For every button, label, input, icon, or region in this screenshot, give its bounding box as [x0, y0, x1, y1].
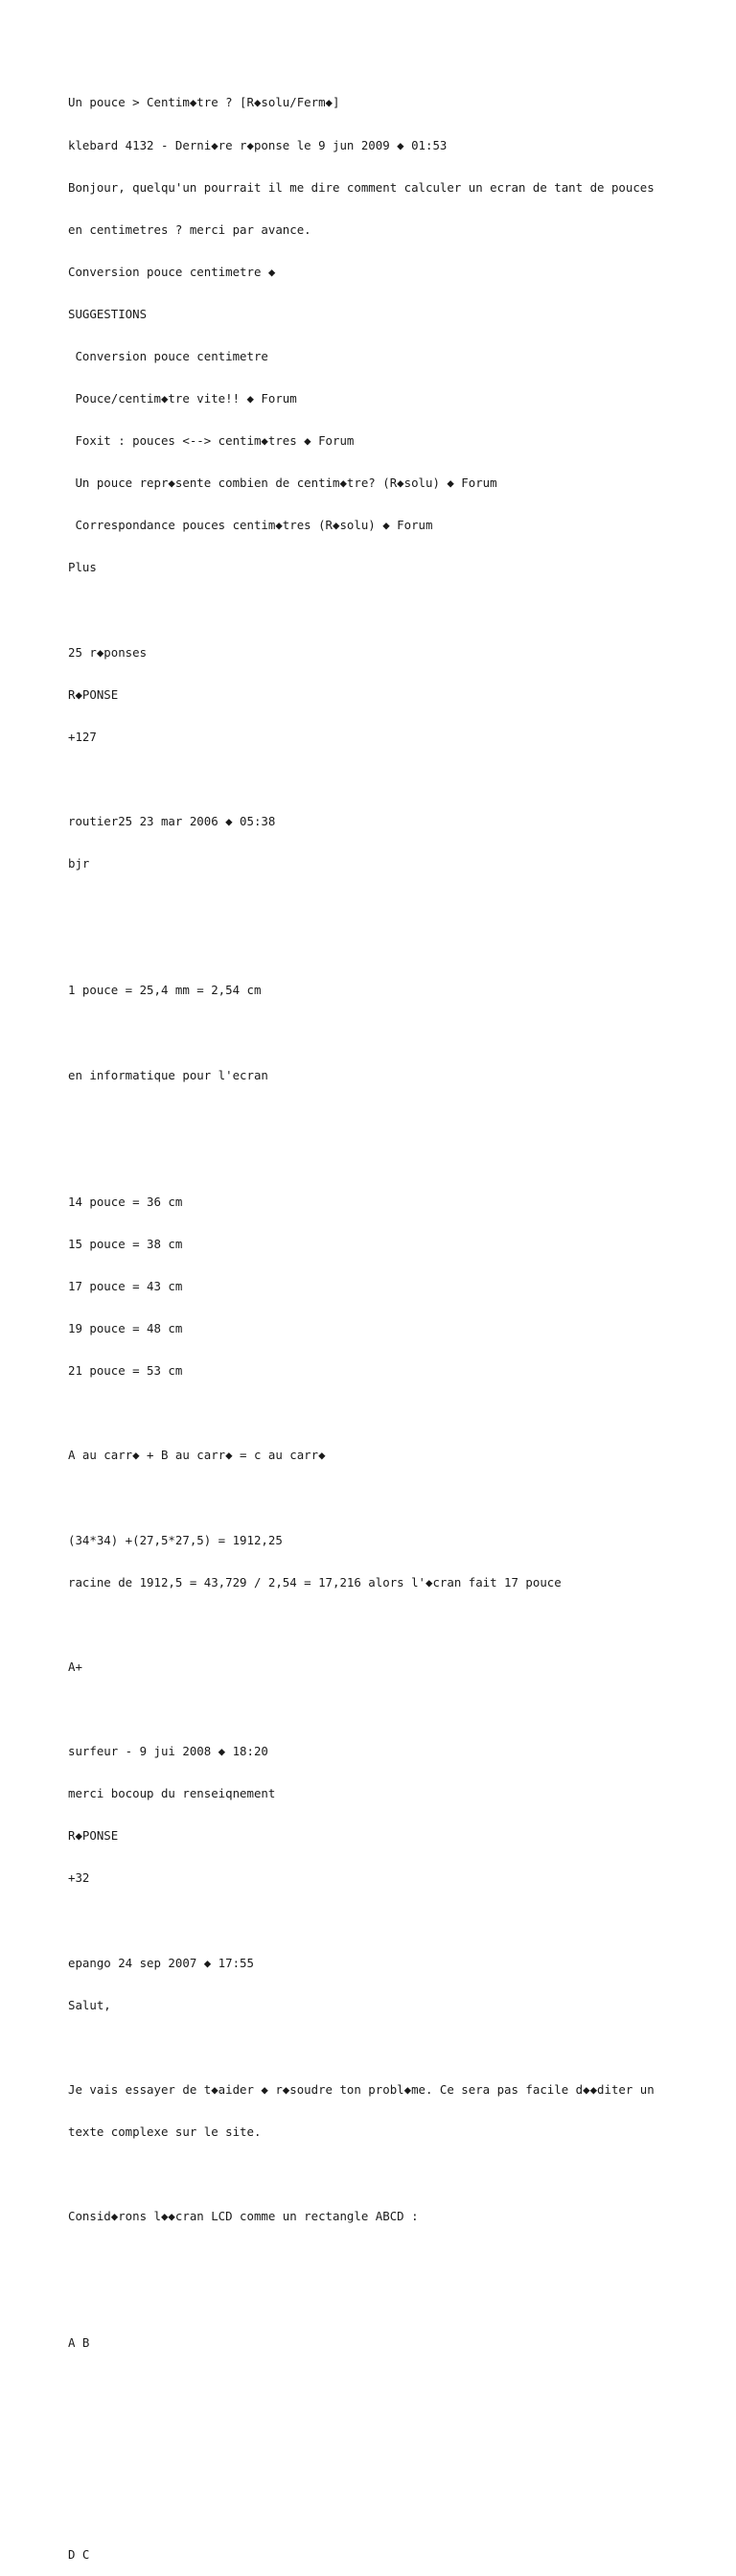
answer-text: Je vais essayer de t◆aider ◆ r◆soudre ton probl◆me. Ce sera pas facile d◆◆diter un: [68, 2081, 655, 2097]
blank-line: [68, 1153, 729, 1168]
suggestions-heading: SUGGESTIONS: [68, 306, 148, 321]
blank-line: [68, 1026, 729, 1040]
answer-text: A au carr◆ + B au carr◆ = c au carr◆: [68, 1448, 326, 1463]
blank-line: [68, 604, 729, 618]
question-text-line-2: en centimetres ? merci par avance.: [68, 221, 311, 237]
conversion-row: 15 pouce = 38 cm: [68, 1236, 183, 1251]
answer-count: 25 r◆ponses: [68, 644, 148, 660]
conversion-row: 17 pouce = 43 cm: [68, 1279, 183, 1294]
conversion-row: 19 pouce = 48 cm: [68, 1321, 183, 1336]
blank-line: [68, 1492, 729, 1506]
related-link[interactable]: Conversion pouce centimetre ◆: [68, 264, 276, 279]
vote-count: +127: [68, 729, 97, 744]
answer-label: R◆PONSE: [68, 1828, 119, 1844]
diagram-text-bottom: D C: [68, 2546, 90, 2562]
document-title: Un pouce > Centim◆tre ? [R◆solu/Ferm◆]: [68, 95, 340, 110]
answer-text: racine de 1912,5 = 43,729 / 2,54 = 17,216 alors l'◆cran fait 17 pouce: [68, 1574, 562, 1590]
blank-line: [68, 2464, 729, 2478]
vote-count: +32: [68, 1870, 90, 1886]
reply-text: merci bocoup du renseiqnement: [68, 1786, 276, 1801]
answer-text: 1 pouce = 25,4 mm = 2,54 cm: [68, 983, 262, 998]
suggestion-item[interactable]: Conversion pouce centimetre: [68, 348, 268, 363]
blank-line: [68, 773, 729, 787]
suggestion-item[interactable]: Un pouce repr◆sente combien de centim◆tre? (R◆solu) ◆ Forum: [68, 476, 497, 491]
blank-line: [68, 1618, 729, 1633]
answer-author-meta: routier25 23 mar 2006 ◆ 05:38: [68, 814, 276, 828]
answer-author-meta: epango 24 sep 2007 ◆ 17:55: [68, 1955, 254, 1970]
answer-text: A+: [68, 1659, 82, 1674]
conversion-row: 14 pouce = 36 cm: [68, 1194, 183, 1209]
blank-line: [68, 2041, 729, 2055]
blank-line: [68, 899, 729, 914]
thread-meta: klebard 4132 - Derni◆re r◆ponse le 9 jun 2009 ◆ 01:53: [68, 137, 448, 152]
suggestion-item[interactable]: Correspondance pouces centim◆tres (R◆solu) ◆ Forum: [68, 518, 433, 533]
blank-line: [68, 2294, 729, 2309]
blank-line: [68, 2379, 729, 2393]
answer-text: bjr: [68, 856, 90, 871]
answer-text: (34*34) +(27,5*27,5) = 1912,25: [68, 1532, 283, 1547]
suggestion-item[interactable]: Pouce/centim◆tre vite!! ◆ Forum: [68, 391, 297, 406]
blank-line: [68, 2252, 729, 2266]
blank-line: [68, 2422, 729, 2436]
blank-line: [68, 1406, 729, 1421]
blank-line: [68, 2168, 729, 2182]
blank-line: [68, 941, 729, 956]
diagram-text-top: A B: [68, 2335, 90, 2351]
answer-label: R◆PONSE: [68, 686, 119, 702]
blank-line: [68, 1914, 729, 1928]
suggestion-item[interactable]: Foxit : pouces <--> centim◆tres ◆ Forum: [68, 433, 355, 449]
question-text-line-1: Bonjour, quelqu'un pourrait il me dire comment calculer un ecran de tant de pouces: [68, 179, 655, 195]
document-page: [68, 68, 729, 2576]
answer-text: texte complexe sur le site.: [68, 2123, 262, 2139]
answer-text: Consid◆rons l◆◆cran LCD comme un rectangle ABCD :: [68, 2209, 419, 2224]
answer-text: en informatique pour l'ecran: [68, 1067, 268, 1082]
answer-text: Salut,: [68, 1997, 111, 2012]
blank-line: [68, 1111, 729, 1126]
blank-line: [68, 2506, 729, 2520]
more-link[interactable]: Plus: [68, 560, 97, 575]
blank-line: [68, 1703, 729, 1717]
conversion-row: 21 pouce = 53 cm: [68, 1363, 183, 1379]
reply-author-meta: surfeur - 9 jui 2008 ◆ 18:20: [68, 1744, 268, 1759]
